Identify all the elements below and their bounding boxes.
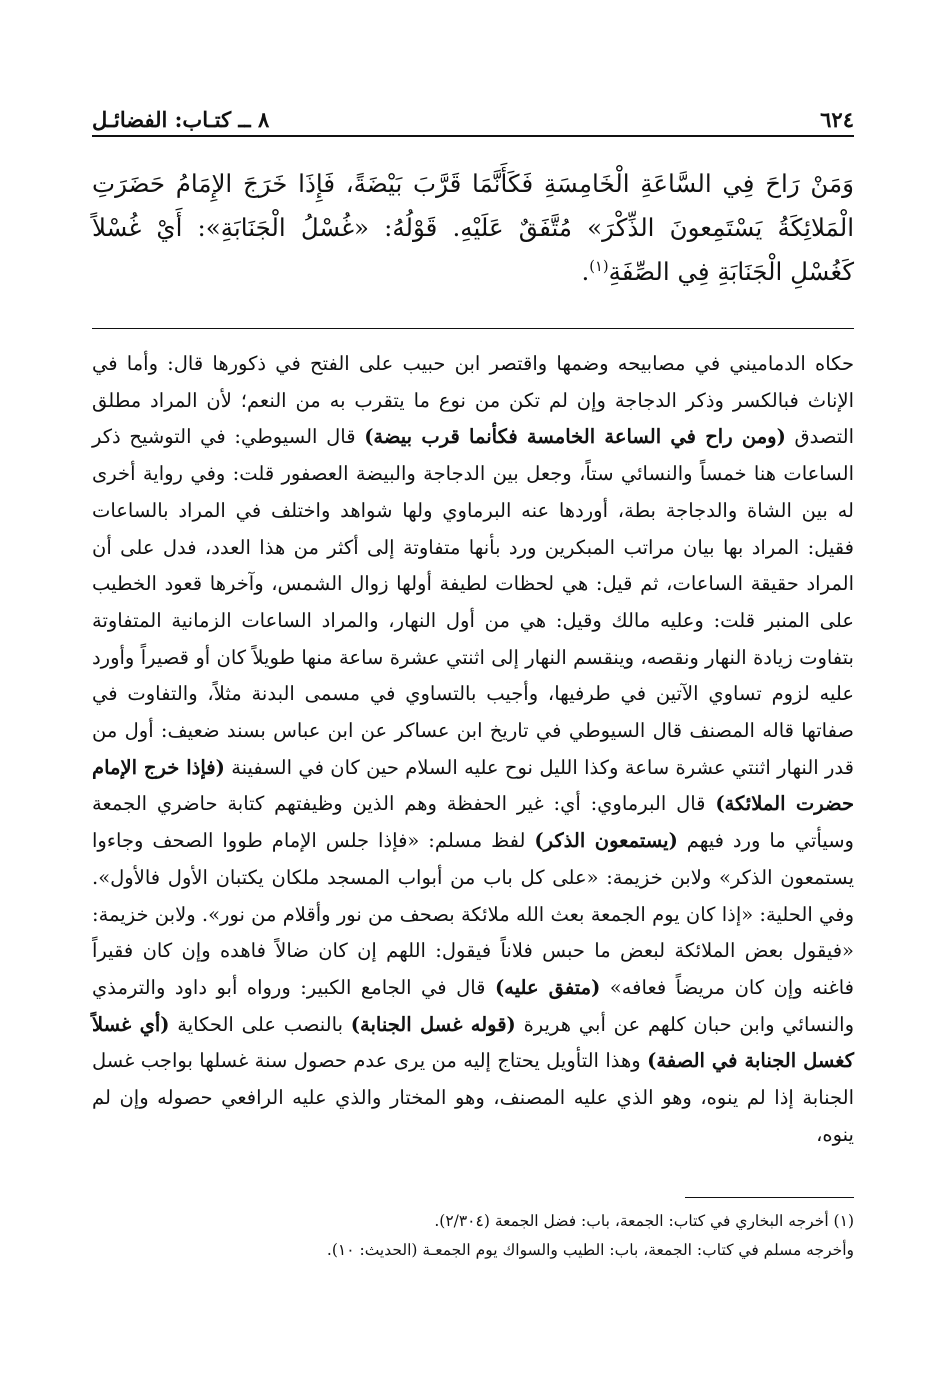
commentary-text: حكاه الدماميني في مصابيحه وضمها واقتصر ابن حبيب على الفتح في ذكورها قال: وأما في الإناث فبالكسر وذكر الدجاجة وإن لم تكن من نوع ما يتقرب به من النعم؛ لأن المراد مطلق التصدق: [92, 352, 854, 449]
commentary-text: لفظ مسلم: «فإذا جلس الإمام طووا الصحف وجاءوا يستمعون الذكر» ولابن خزيمة: «على كل باب من أبواب المسجد ملكان يكتبان الأول فالأول». وفي الحلية: «إذا كان يوم الجمعة بعث الله ملائكة بصحف من نور وأقلام من نور». ولابن خزيمة: «فيقول بعض الملائكة لبعض ما حبس فلاناً فيقول: اللهم إن كان ضالاً فاهده وإن كان فقيراً فاغنه وإن كان مريضاً فعافه»: [92, 829, 854, 999]
quoted-matn: (أي غسلاً كغسل الجنابة في الصفة): [92, 1012, 854, 1073]
commentary-text: بالنصب على الحكاية: [169, 1012, 351, 1036]
quoted-matn: (متفق عليه): [494, 975, 601, 999]
footnote-rule: [685, 1197, 854, 1198]
page-header: [92, 102, 854, 132]
quoted-matn: (ومن راح في الساعة الخامسة فكأنما قرب بيضة): [364, 425, 786, 449]
commentary-text: قال السيوطي: في التوشيح ذكر الساعات هنا خمساً والنسائي ستاً، وجعل بين الدجاجة والبيضة العصفور قلت: وفي رواية أخرى له بين الشاة والدجاجة بطة، أوردها عنه البرماوي ولها شواهد واختلف في المراد بالساعات فقيل: المراد بها بيان مراتب المبكرين ورد بأنها متفاوتة إلى أكثر من هذا العدد، فدل على أن المراد حقيقة الساعات، ثم قيل: هي لحظات لطيفة أولها زوال الشمس، وآخرها قعود الخطيب على المنبر قلت: وعليه مالك وقيل: هي من أول النهار، والمراد الساعات الزمانية المتفاوتة بتفاوت زيادة النهار ونقصه، وينقسم النهار إلى اثنتي عشرة ساعة منها طويلاً كان أو قصيراً وأورد عليه لزوم تساوي الآتين في طرفيها، وأجيب بالتساوي في مسمى البدنة مثلاً، والتفاوت في صفاتها قاله المصنف قال السيوطي في تاريخ ابن عساكر عن ابن عباس بسند ضعيف: أول من قدر النهار اثنتي عشرة ساعة وكذا الليل نوح عليه السلام حين كان في السفينة: [92, 425, 854, 779]
section-divider: [92, 328, 854, 329]
footnote-1: (١) أخرجه البخاري في كتاب: الجمعة، باب: فضل الجمعة (٢/٣٠٤).: [434, 1212, 854, 1230]
header-rule: [92, 135, 854, 137]
commentary-text: قال البرماوي: أي: غير الحفظة وهم الذين وظيفتهم كتابة حاضري الجمعة وسيأتي ما ورد فيهم: [92, 792, 854, 853]
hadith-text: [92, 162, 854, 294]
quoted-matn: (فإذا خرج الإمام حضرت الملائكة): [92, 755, 854, 816]
hadith-body: وَمَنْ رَاحَ فِي السَّاعَةِ الْخَامِسَةِ فَكَأَنَّمَا قَرَّبَ بَيْضَةً، فَإِذَا خَرَجَ الإِمَامُ حَضَرَتِ الْمَلائِكَةُ يَسْتَمِعونَ الذِّكْرَ» مُتَّفَقٌ عَلَيْهِ. قَوْلُهُ: «غُسْلُ الْجَنَابَةِ»: أَيْ غُسْلاً كَغُسْلِ الْجَنَابَةِ فِي الصِّفَةِ: [92, 169, 854, 286]
quoted-matn: (قوله غسل الجنابة): [350, 1012, 516, 1036]
commentary-text: وهذا التأويل يحتاج إليه من يرى عدم حصول سنة غسلها بواجب غسل الجنابة إذا لم ينوه، وهو الذي عليه المصنف، وهو المختار والذي عليه الرافعي حصوله وإن لم ينوه،: [92, 1049, 854, 1146]
commentary-text: قال في الجامع الكبير: ورواه أبو داود والترمذي والنسائي وابن حبان كلهم عن أبي هريرة: [92, 975, 854, 1036]
chapter-title: ٨ ــ كتـاب: الفضائـل: [92, 107, 270, 132]
hadith-end: .: [581, 257, 590, 286]
page-number: ٦٢٤: [820, 107, 854, 132]
quoted-matn: (يستمعون الذكر): [534, 829, 678, 853]
footnotes: [92, 1207, 854, 1265]
footnote-ref: (١): [589, 257, 609, 275]
commentary: [92, 346, 854, 1153]
footnote-1-continued: وأخرجه مسلم في كتاب: الجمعة، باب: الطيب والسواك يوم الجمعـة (الحديث: ١٠).: [326, 1241, 854, 1259]
commentary-paragraph: [92, 346, 854, 1153]
